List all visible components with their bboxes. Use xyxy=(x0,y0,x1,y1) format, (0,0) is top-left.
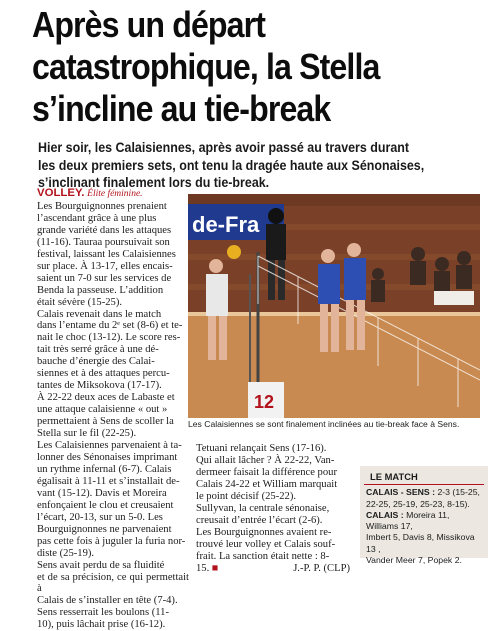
article-line: permettaient à Sens de scoller la xyxy=(37,416,174,428)
article-line: l’écart, 20-13, sur un 5-0. Les xyxy=(37,511,163,523)
article-line: Sens resserrait les boulons (11- xyxy=(37,607,170,619)
standfirst-line-2: les deux premiers sets, ont tenu la dragée haute aux Sénonaises, xyxy=(38,157,425,173)
article-line: nait le choc (13-12). Le score res- xyxy=(37,332,181,344)
article-line: (11-16). Tauraa poursuivait son xyxy=(37,236,170,248)
kicker: VOLLEY. xyxy=(37,187,85,199)
calais-players-line-2: Imbert 5, Davis 8, Missikova 13 , xyxy=(366,532,475,554)
article-line: grande variété dans les attaques xyxy=(37,224,172,236)
article-line: saient un 7-0 sur les services de xyxy=(37,272,172,284)
match-score-line xyxy=(366,487,482,498)
article-line: Bourguignonnes ne parvenaient xyxy=(37,523,172,535)
headline-line-1: Après un départ xyxy=(32,4,266,45)
match-photo-image xyxy=(188,194,480,418)
match-sets-line: 22-25, 25-19, 25-23, 8-15). xyxy=(366,498,470,509)
article-line: un rythme infernal (6-7). Calais xyxy=(37,463,172,475)
article-line: Sullyvan, la centrale sénonaise, xyxy=(196,502,330,514)
article-middle-column xyxy=(196,443,350,574)
article-line: Calais revenait dans le match xyxy=(37,308,162,320)
match-score-value: 2-3 (15-25, xyxy=(437,487,480,498)
match-box xyxy=(360,466,488,566)
photo-jersey-number: 12 xyxy=(254,392,275,412)
match-box-title: LE MATCH xyxy=(364,466,484,485)
article-line: tantes de Miksokova (17-17). xyxy=(37,380,162,392)
headline-line-2: catastrophique, la Stella xyxy=(32,46,380,87)
article-line: siennes et à des attaques percu- xyxy=(37,368,170,380)
article-line: Calais 24-22 et William marquait xyxy=(196,478,338,490)
end-of-article-mark: ■ xyxy=(209,562,219,574)
headline xyxy=(32,4,428,130)
article-line: pas cette fois à juguler la furia nor- xyxy=(37,535,186,547)
article-line: trouvé leur volley et Calais souf- xyxy=(196,538,336,550)
article-line: festival, laissant les Calaisiennes xyxy=(37,248,176,260)
kicker-line xyxy=(37,188,189,201)
article-line: 15. xyxy=(196,562,210,574)
article-line: Qui allait lâcher ? À 22-22, Van- xyxy=(196,454,335,466)
headline-line-3: s’incline au tie-break xyxy=(32,88,331,129)
calais-players-line-1 xyxy=(366,510,482,533)
article-line: dans l’entame du 2ᵉ set (8-6) et te- xyxy=(37,320,183,332)
article-line: était sévère (15-25). xyxy=(37,296,123,308)
article-line: À 22-22 deux aces de Labaste et xyxy=(37,392,175,404)
article-line: sur place. À 13-17, elles encais- xyxy=(37,260,173,272)
article-line: Les Bourguignonnes avaient re- xyxy=(196,526,332,538)
article-line: Benda la passeuse. L’addition xyxy=(37,284,164,296)
article-line: dermeer faisait la différence pour xyxy=(196,466,337,478)
article-line: lonner des Sénonaises imprimant xyxy=(37,451,178,463)
article-line: frait. La sanction était nette : 8- xyxy=(196,550,330,562)
standfirst xyxy=(38,139,466,192)
article-line: creusait d’entrée l’écart (2-6). xyxy=(196,514,323,526)
calais-players-1: Moreira 11, Williams 17, xyxy=(366,509,450,532)
article-line: 10), puis lâchait prise (16-12). xyxy=(37,619,166,631)
article-line: Les Calaisiennes parvenaient à ta- xyxy=(37,440,182,452)
standfirst-line-1: Hier soir, les Calaisiennes, après avoir passé au travers durant xyxy=(38,140,410,155)
article-line: Stella sur le fil (22-25). xyxy=(37,428,137,440)
calais-players-line-3: Vander Meer 7, Popek 2. xyxy=(366,555,462,566)
standfirst-line-3: s’inclinant finalement lors du tie-break. xyxy=(38,175,270,190)
article-line: le point décisif (25-22). xyxy=(196,490,297,502)
article-line: Les Bourguignonnes prenaient xyxy=(37,200,167,212)
author-signature: J.-P. P. (CLP) xyxy=(293,562,350,574)
article-line: l’ascendant grâce à une plus xyxy=(37,212,157,224)
kicker-subtitle: Élite féminine. xyxy=(87,189,143,199)
match-score-label: CALAIS - SENS : xyxy=(366,487,436,498)
article-line: égalisait à 11-11 et s’installait de- xyxy=(37,475,180,487)
calais-label: CALAIS : xyxy=(366,509,404,520)
article-left-column xyxy=(37,188,189,631)
article-line: Calais de s’installer en tête (7-4). xyxy=(37,595,178,607)
article-line: Tetuani relançait Sens (17-16). xyxy=(196,443,327,454)
article-line: vant (15-12). Davis et Moreira xyxy=(37,487,167,499)
article-line: une attaque calaisienne « out » xyxy=(37,404,168,416)
photo-caption: Les Calaisiennes se sont finalement inclinées au tie-break face à Sens. xyxy=(188,419,460,429)
article-line: bauche d’énergie des Calai- xyxy=(37,356,155,368)
article-line: Sens avait perdu de sa fluidité xyxy=(37,559,165,571)
photo-banner-text: de-Fra xyxy=(192,212,260,237)
article-line: diste (25-19). xyxy=(37,547,95,559)
article-line: enfonçaient le clou et creusaient xyxy=(37,499,174,511)
match-photo xyxy=(188,194,480,418)
article-line: et de sa précision, ce qui permettait à xyxy=(37,571,189,595)
match-box-body xyxy=(360,485,488,568)
article-line: tait très serré grâce à une dé- xyxy=(37,344,159,356)
